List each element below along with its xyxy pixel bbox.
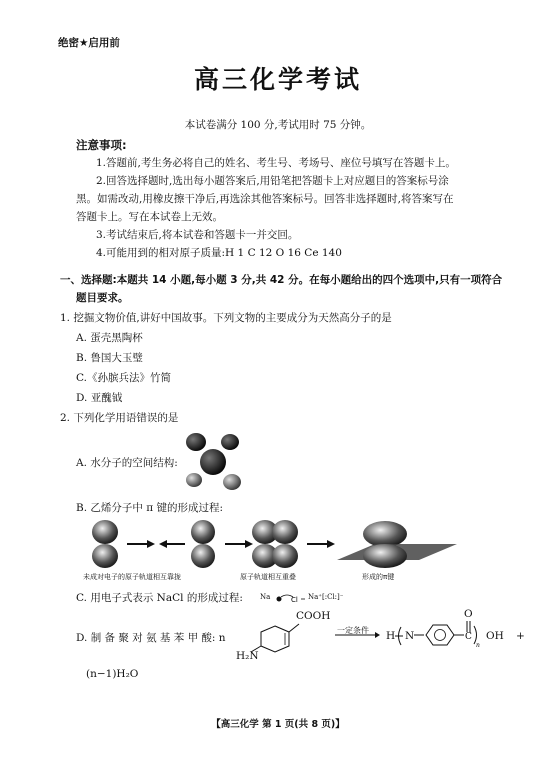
- page-title: 高三化学考试: [193, 65, 362, 94]
- caption-overlap: 原子轨道相互重叠: [240, 573, 296, 581]
- svg-text:Cl: Cl: [291, 596, 298, 604]
- q1-option-b: B. 鲁国大玉璧: [76, 352, 143, 364]
- notice-line-2c: 答题卡上。写在本试卷上无效。: [76, 211, 223, 223]
- product-o: O: [464, 608, 473, 620]
- q2-option-a: A. 水分子的空间结构:: [76, 457, 178, 469]
- section1-heading: 一、选择题:本题共 14 小题,每小题 3 分,共 42 分。在每小题给出的四个选项中,只有一项符合: [60, 274, 503, 286]
- arrow-left-icon: [159, 540, 185, 548]
- caption-pi-bond: 形成的π键: [362, 573, 395, 581]
- benzene-ring-reactant: [255, 618, 315, 658]
- notice-line-1: 1.答题前,考生务必将自己的姓名、考生号、考场号、座位号填写在答题卡上。: [96, 157, 456, 169]
- q1-option-c: C.《孙膑兵法》竹简: [76, 372, 171, 384]
- benzene-ring-product: [412, 620, 487, 650]
- orbital-overlap: [252, 520, 298, 568]
- arrow-right-icon: [127, 540, 155, 548]
- svg-text:C: C: [465, 632, 472, 642]
- svg-text:n: n: [476, 642, 480, 649]
- nacl-right: Na⁺[:Cl:]⁻: [308, 593, 344, 601]
- nacl-electron-transfer-icon: [275, 594, 305, 604]
- q1-stem: 1. 挖掘文物价值,讲好中国故事。下列文物的主要成分为天然高分子的是: [60, 312, 392, 324]
- product-oh: OH: [486, 630, 504, 642]
- orbital-pair-2: [191, 520, 215, 568]
- notice-line-2a: 2.回答选择题时,选出每小题答案后,用铅笔把答题卡上对应题目的答案标号涂: [96, 175, 449, 187]
- reaction-arrow-icon: [335, 632, 380, 638]
- page-footer: 【高三化学 第 1 页(共 8 页)】: [211, 719, 345, 730]
- secret-label: 绝密★启用前: [58, 37, 120, 49]
- notice-line-2b: 黑。如需改动,用橡皮擦干净后,再选涂其他答案标号。回答非选择题时,将答案写在: [76, 193, 454, 205]
- plus-sign: +: [516, 630, 525, 642]
- q2-option-b: B. 乙烯分子中 π 键的形成过程:: [76, 502, 224, 514]
- q1-option-a: A. 蛋壳黑陶杯: [76, 332, 143, 344]
- cooh-label: COOH: [296, 610, 331, 622]
- arrow-right-icon: [225, 540, 253, 548]
- q1-option-d: D. 亚醜钺: [76, 392, 123, 404]
- orbital-pair-1: [92, 520, 118, 568]
- exam-info: 本试卷满分 100 分,考试用时 75 分钟。: [184, 119, 372, 131]
- h2n-label: H₂N: [236, 650, 259, 662]
- product-n: N: [405, 630, 415, 642]
- notice-line-4: 4.可能用到的相对原子质量:H 1 C 12 O 16 Ce 140: [96, 247, 342, 259]
- product-h: H: [386, 630, 396, 642]
- pi-bond-result: [337, 521, 457, 568]
- q2-option-d: D. 制 备 聚 对 氨 基 苯 甲 酸: n: [76, 632, 226, 644]
- arrow-right-icon: [307, 540, 335, 548]
- bracket-left-icon: [394, 626, 404, 646]
- q2-option-c: C. 用电子式表示 NaCl 的形成过程:: [76, 592, 243, 604]
- notice-heading: 注意事项:: [76, 138, 127, 152]
- section1-heading-cont: 题目要求。: [76, 292, 129, 304]
- caption-approach: 未成对电子的原子轨道相互靠拢: [83, 573, 181, 581]
- water-molecule-model: [180, 430, 250, 495]
- water-product: (n−1)H₂O: [86, 668, 139, 680]
- nacl-left: Na: [260, 593, 271, 601]
- q2-stem: 2. 下列化学用语错误的是: [60, 412, 179, 424]
- notice-line-3: 3.考试结束后,将本试卷和答题卡一并交回。: [96, 229, 299, 241]
- reaction-condition: 一定条件: [337, 626, 369, 635]
